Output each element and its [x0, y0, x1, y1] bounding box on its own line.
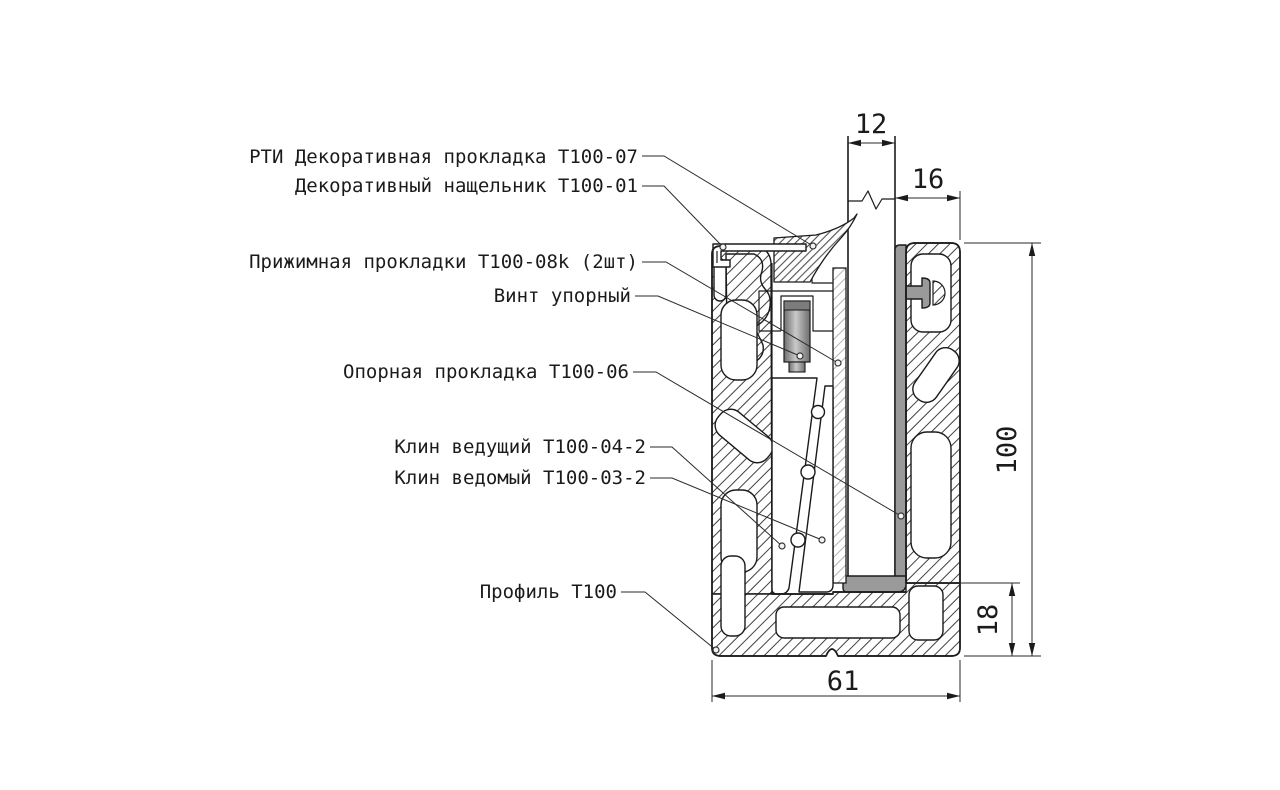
glass-body	[848, 140, 895, 576]
dim-value-61: 61	[826, 666, 860, 697]
pressure-pad-left	[833, 268, 846, 583]
wedge-bump-1	[812, 406, 825, 419]
support-gasket	[843, 576, 906, 592]
leader-dot-support	[898, 513, 904, 519]
callout-drive-wedge-label: Клин ведущий Т100-04-2	[394, 436, 646, 458]
callout-pads-label: Прижимная прокладки Т100-08k (2шт)	[249, 251, 638, 273]
leader-rti-gasket	[642, 156, 813, 246]
leader-dot-pads	[835, 360, 841, 366]
leader-dot-profile	[713, 647, 719, 653]
wedge-mechanism	[759, 263, 846, 594]
leader-dot-wedge1	[779, 543, 785, 549]
base-cavity	[776, 607, 900, 638]
wedge-bump-2	[801, 465, 815, 479]
base-right-pocket	[909, 586, 943, 640]
dim-value-18: 18	[973, 603, 1004, 637]
leader-dot-rti	[810, 243, 816, 249]
base-left-slot	[721, 556, 745, 636]
leader-profile	[621, 592, 716, 650]
right-wall-pocket-3	[911, 432, 951, 558]
callout-screw-label: Винт упорный	[493, 285, 631, 307]
leader-dot-screw	[797, 353, 803, 359]
leader-dot-wedge2	[819, 537, 825, 543]
dim-value-16: 16	[911, 164, 945, 195]
dim-profile-width	[712, 660, 960, 702]
callout-driven-wedge-label: Клин ведомый Т100-03-2	[394, 467, 646, 489]
wedge-bump-3	[791, 533, 805, 547]
pressure-pad-right	[895, 245, 906, 583]
callout-profile-label: Профиль Т100	[479, 581, 617, 603]
callout-labels	[249, 146, 646, 603]
set-screw	[784, 301, 810, 372]
leader-dot-cap	[720, 244, 726, 250]
dim-value-12: 12	[854, 109, 888, 140]
callout-cap-label: Декоративный нащельник Т100-01	[294, 175, 638, 197]
dim-value-100: 100	[992, 425, 1023, 475]
glass-pane	[848, 136, 895, 576]
leader-decorative-cap	[642, 186, 723, 247]
callout-rti-gasket-label: РТИ Декоративная прокладка Т100-07	[249, 146, 638, 168]
callout-support-label: Опорная прокладка Т100-06	[343, 361, 629, 383]
dim-glass-to-edge	[895, 164, 960, 240]
dim-profile-height	[964, 243, 1041, 656]
